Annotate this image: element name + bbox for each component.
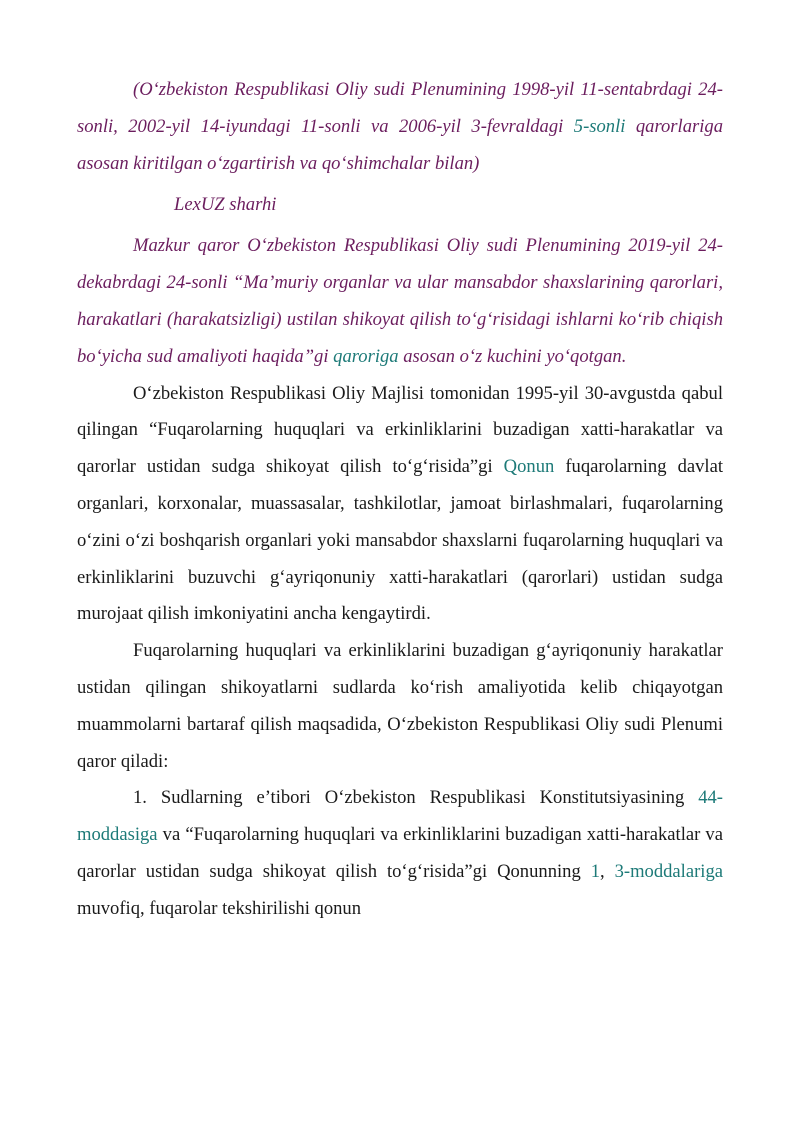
lexuz-comment-text-end: asosan o‘z kuchini yo‘qotgan. — [398, 345, 627, 367]
paragraph-3-text-end: muvofiq, fuqarolar tekshirilishi qonun — [77, 897, 362, 919]
paragraph-3-text-middle: va “Fuqarolarning huquqlari va erkinliklarini buzadigan xatti-harakatlar va qarorlar ustidan sudga shikoyat qilish to‘g‘risida”gi Qonunning — [77, 824, 723, 882]
lexuz-comment-text: Mazkur qaror O‘zbekiston Respublikasi Oliy sudi Plenumining 2019-yil 24-dekabrdagi 24-sonli “Ma’muriy organlar va ular mansabdor shaxslarining qarorlari, harakatlari (harakatsizligi) ustilan shikoyat qilish to‘g‘risidagi ishlarni ko‘rib chiqish bo‘yicha sud amaliyoti haqida”gi — [77, 235, 723, 367]
body-paragraph-1 — [77, 376, 723, 634]
lexuz-comment-heading: LexUZ sharhi — [174, 194, 277, 216]
body-paragraph-3 — [77, 780, 723, 927]
amendment-note-text: (O‘zbekiston Respublikasi Oliy sudi Plenumining 1998-yil 11-sentabrdagi 24-sonli, 2002-yil 14-iyundagi 11-sonli va 2006-yil 3-fevraldagi — [77, 79, 723, 137]
document-page — [77, 72, 723, 928]
link-separator: , — [599, 860, 615, 882]
amendment-note — [77, 72, 723, 182]
law-link-qonun[interactable]: Qonun — [503, 456, 555, 478]
lexuz-comment — [77, 228, 723, 375]
paragraph-1-text: O‘zbekiston Respublikasi Oliy Majlisi tomonidan 1995-yil 30-avgustda qabul qilingan “Fuqarolarning huquqlari va erkinliklarini buzadigan xatti-harakatlar va qarorlar ustidan sudga shikoyat qilish to‘g‘risida”gi — [77, 382, 723, 478]
constitution-article-44-link[interactable]: 44-moddasiga — [77, 787, 723, 846]
paragraph-3-text: 1. Sudlarning e’tibori O‘zbekiston Respublikasi Konstitutsiyasining — [133, 787, 699, 809]
lexuz-comment-link-qaroriga[interactable]: qaroriga — [333, 345, 399, 367]
amendment-note-text-end: qarorlariga asosan kiritilgan o‘zgartirish va qo‘shimchalar bilan) — [77, 115, 723, 174]
paragraph-1-text-end: fuqarolarning davlat organlari, korxonalar, muassasalar, tashkilotlar, jamoat birlashmalari, fuqarolarning o‘zini o‘zi boshqarish organlari yoki mansabdor shaxslarni fuqarolarning huquqlari va erkinliklarini buzuvchi g‘ayriqonuniy xatti-harakatlari (qarorlari) ustidan sudga murojaat qilish imkoniyatini ancha kengaytirdi. — [77, 456, 723, 625]
law-article-3-link[interactable]: 3-moddalariga — [614, 860, 723, 882]
body-paragraph-2: Fuqarolarning huquqlari va erkinliklarini buzadigan g‘ayriqonuniy harakatlar ustidan qilingan shikoyatlarni sudlarda ko‘rish amaliyotida kelib chiqayotgan muammolarni bartaraf qilish maqsadida, O‘zbekiston Respublikasi Oliy sudi Plenumi qaror qiladi: — [77, 640, 723, 772]
law-article-1-link[interactable]: 1 — [590, 860, 600, 882]
amendment-link-5-sonli[interactable]: 5-sonli — [573, 115, 626, 137]
